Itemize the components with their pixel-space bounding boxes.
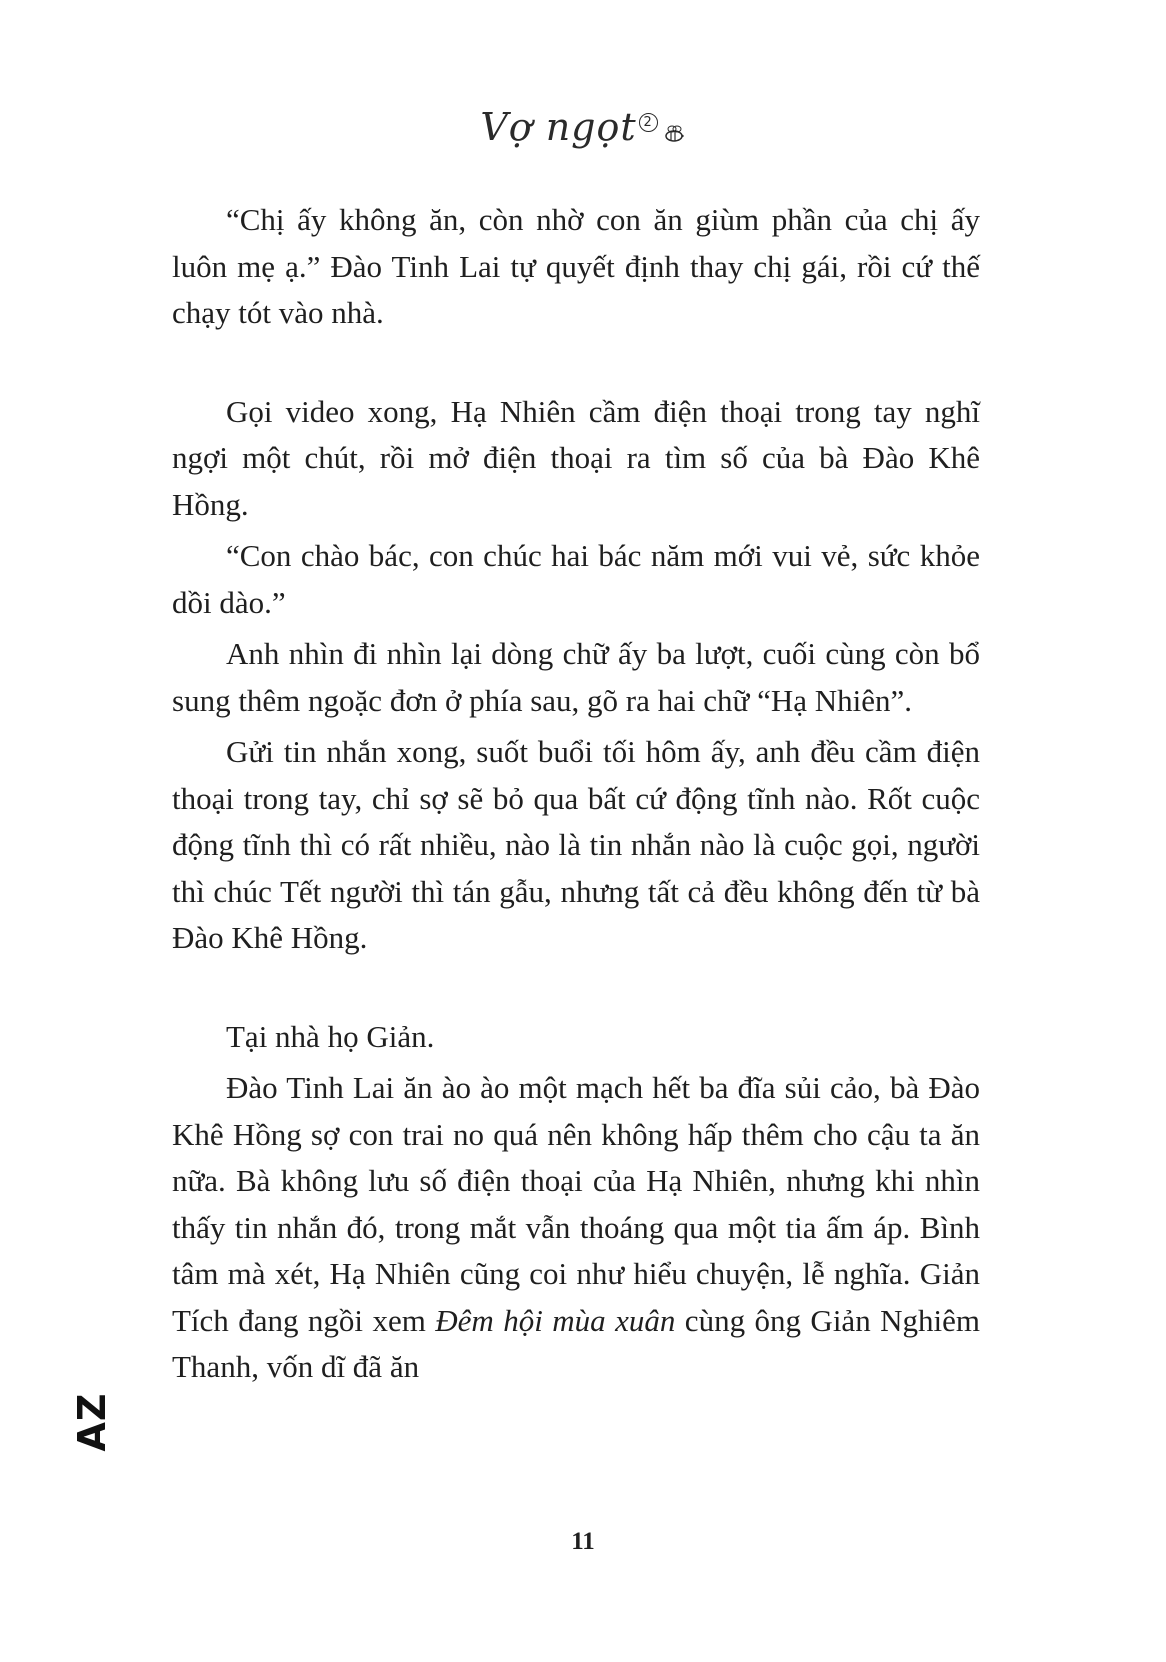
book-title-text: Vợ ngọt (480, 105, 637, 149)
paragraph: Gọi video xong, Hạ Nhiên cầm điện thoại trong tay nghĩ ngợi một chút, rồi mở điện thoại ra tìm số của bà Đào Khê Hồng. (172, 393, 980, 522)
body-text (172, 197, 980, 1396)
paragraph: Gửi tin nhắn xong, suốt buổi tối hôm ấy, anh đều cầm điện thoại trong tay, chỉ sợ sẽ bỏ qua bất cứ động tĩnh nào. Rốt cuộc động tĩnh thì có rất nhiều, nào là tin nhắn nào là cuộc gọi, người thì chúc Tết người thì tán gẫu, nhưng tất cả đều không đến từ bà Đào Khê Hồng. (172, 734, 980, 955)
paragraph: “Con chào bác, con chúc hai bác năm mới vui vẻ, sức khỏe dồi dào.” (172, 538, 980, 620)
paragraph-text: Đào Tinh Lai ăn ào ào một mạch hết ba đĩa sủi cảo, bà Đào Khê Hồng sợ con trai no quá nên không hấp thêm cho cậu ta ăn nữa. Bà không lưu số điện thoại của Hạ Nhiên, nhưng khi nhìn thấy tin nhắn đó, trong mắt vẫn thoáng qua một tia ấm áp. Bình tâm mà xét, Hạ Nhiên cũng coi như hiểu chuyện, lễ nghĩa. Giản Tích đang ngồi xem (172, 1070, 980, 1338)
book-title (480, 105, 685, 153)
paragraph (172, 1065, 980, 1391)
paragraph: Tại nhà họ Giản. (226, 1018, 435, 1054)
running-header (0, 105, 1166, 153)
paragraph-text: cùng ông Giản Nghiêm Thanh, vốn dĩ đã ăn (172, 1302, 980, 1384)
publisher-logo (62, 1362, 122, 1482)
paragraph: “Chị ấy không ăn, còn nhờ con ăn giùm phần của chị ấy luôn mẹ ạ.” Đào Tinh Lai tự quyết định thay chị gái, rồi cứ thế chạy tót vào nhà. (172, 202, 980, 330)
publisher-logo-mark: AZ (70, 1392, 114, 1452)
paragraph: Anh nhìn đi nhìn lại dòng chữ ấy ba lượt, cuối cùng còn bổ sung thêm ngoặc đơn ở phía sau, gõ ra hai chữ “Hạ Nhiên”. (172, 636, 980, 718)
tv-program-title: Đêm hội mùa xuân (435, 1302, 676, 1338)
bee-icon (660, 109, 686, 153)
volume-number: 2 (639, 113, 658, 132)
page-number: 11 (571, 1528, 595, 1555)
